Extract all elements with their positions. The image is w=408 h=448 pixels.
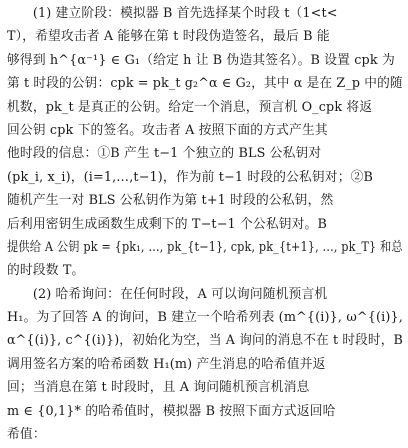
text-line: T），希望攻击者 A 能够在第 t 时段伪造签名，最后 B 能: [7, 29, 330, 45]
text-line: 后利用密钥生成函数生成剩下的 T−t−1 个公私钥对。B: [7, 216, 327, 232]
text-line: 够得到 h^{α⁻¹} ∈ G₁（给定 h 让 B 伪造其签名）。B 设置 cpk 为: [7, 52, 395, 68]
text-line: 他时段的信息：①B 产生 t−1 个独立的 BLS 公私钥对: [7, 146, 322, 162]
text-line: (1) 建立阶段：模拟器 B 首先选择某个时段 t（1<t<: [7, 6, 338, 21]
text-line: m ∈ {0,1}* 的哈希值时，模拟器 B 按照下面方式返回哈: [7, 403, 336, 419]
text-line: (2) 哈希询问：在任何时段，A 可以询问随机预言机: [7, 286, 328, 302]
paragraph-setup-phase: [7, 2, 404, 283]
text-line: 第 t 时段的公钥：cpk = pk_t g₂^α ∈ G₂，其中 α 是在 Z_p 中的随: [7, 76, 403, 92]
text-line: 提供给 A 公钥 pk = {pk₁, …, pk_{t−1}, cpk, pk_{t+1}, …, pk_T} 和总: [7, 239, 403, 255]
text-line: 希值：: [7, 427, 46, 443]
text-line: 回公钥 cpk 下的签名。攻击者 A 按照下面的方式产生其: [7, 122, 328, 138]
text-line: α^{(i)}, c^{(i)})，初始化为空，当 A 询问的消息不在 t 时段时，B: [7, 333, 403, 349]
text-line: 回；当消息在第 t 时段时，且 A 询问随机预言机消息: [7, 380, 310, 396]
text-line: 机数，pk_t 是真正的公钥。给定一个消息，预言机 O_cpk 将返: [7, 99, 373, 115]
text-line: 调用签名方案的哈希函数 H₁(m) 产生消息的哈希值并返: [7, 356, 326, 372]
text-line: (pk_i, x_i)，(i=1,…,t−1)，作为前 t−1 时段的公私钥对；②B: [7, 169, 374, 185]
paragraph-hash-query: [7, 283, 404, 447]
text-line: 的时段数 T。: [7, 263, 85, 279]
text-line: 随机产生一对 BLS 公私钥作为第 t+1 时段的公私钥，然: [7, 193, 334, 209]
text-line: H₁。为了回答 A 的询问，B 建立一个哈希列表 (m^{(i)}, ω^{(i)},: [7, 310, 403, 326]
